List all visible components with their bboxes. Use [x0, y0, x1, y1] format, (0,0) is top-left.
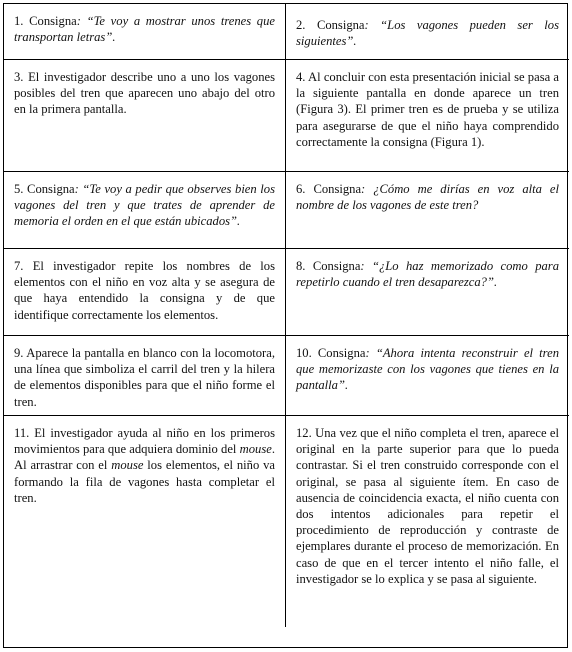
step-text: Una vez que el niño completa el tren, aparece el original en la parte superior para que lo pueda contrastar. Si el tren construido corresponde con el original, se pasa al siguiente ítem. En caso de ausencia de coincidencia exacta, el niño cuenta con dos intentos adicionales para repetir el procedimiento de reproducción y contraste de ejemplares durante el proceso de memorización. En caso de que en el tercer intento el niño falle, el investigador se lo explica y se pasa al siguiente. — [296, 426, 559, 586]
table-cell-2 — [286, 4, 569, 60]
consigna-label: Consigna — [27, 182, 75, 196]
consigna-quote: : “Te voy a mostrar unos trenes que transportan letras”. — [14, 14, 275, 45]
table-cell-4 — [286, 60, 569, 172]
step-text-italic-a: mouse — [239, 442, 272, 457]
step-number: 7. — [14, 259, 24, 273]
table-cell-9 — [4, 336, 286, 416]
table-cell-1 — [4, 4, 286, 60]
procedure-table — [3, 3, 568, 648]
step-text: Al concluir con esta presentación inicial se pasa a la siguiente pantalla en donde aparece un tren (Figura 3). El primer tren es de prueba y se utiliza para asegurarse de que el niño haya comprendido correctamente la consigna (Figura 1). — [296, 70, 559, 149]
step-text: El investigador describe uno a uno los vagones posibles del tren que aparecen uno abajo del otro en la primera pantalla. — [14, 70, 275, 117]
consigna-quote: : “Te voy a pedir que observes bien los vagones del tren y que trates de aprender de memoria el orden en el que están ubicados”. — [14, 182, 275, 229]
step-text-c: los elementos, el niño va formando la fila de vagones hasta completar el tren. — [14, 458, 275, 505]
step-text-b: . Al arrastrar con el — [14, 442, 275, 473]
consigna-label: Consigna — [312, 259, 361, 273]
consigna-label: Consigna — [313, 182, 362, 196]
table-cell-7 — [4, 249, 286, 336]
table-cell-6 — [286, 172, 569, 249]
table-cell-11 — [4, 416, 286, 627]
step-text: El investigador repite los nombres de los elementos con el niño en voz alta y se asegura de que haya entendido la consigna y de que identifique correctamente los elementos. — [14, 259, 275, 322]
consigna-label: Consigna — [317, 346, 366, 360]
step-number: 9. — [14, 346, 24, 360]
step-number: 4. — [296, 70, 306, 84]
step-text: Aparece la pantalla en blanco con la locomotora, una línea que simboliza el carril del tren y la hilera de elementos disponibles para que el niño forme el tren. — [14, 346, 275, 409]
consigna-quote: : “Ahora intenta reconstruir el tren que memorizaste con los vagones que tienes en la pantalla”. — [296, 346, 559, 393]
step-number: 6. — [296, 182, 306, 196]
step-number: 1. — [14, 14, 24, 28]
step-number: 12. — [296, 426, 312, 440]
step-number: 10. — [296, 346, 312, 360]
step-text-italic-b: mouse — [111, 458, 144, 473]
table-cell-3 — [4, 60, 286, 172]
step-text-a: El investigador ayuda al niño en los primeros movimientos para que adquiera dominio del — [14, 426, 275, 457]
consigna-label: Consigna — [29, 14, 77, 28]
consigna-label: Consigna — [316, 18, 365, 32]
consigna-quote: : “Los vagones pueden ser los siguientes”. — [296, 18, 559, 49]
step-number: 5. — [14, 182, 24, 196]
table-cell-10 — [286, 336, 569, 416]
step-number: 11. — [14, 426, 30, 440]
table-cell-12 — [286, 416, 569, 627]
consigna-quote: : “¿Lo haz memorizado como para repetirlo cuando el tren desaparezca?”. — [296, 259, 559, 290]
step-number: 2. — [296, 18, 306, 32]
table-cell-8 — [286, 249, 569, 336]
table-cell-5 — [4, 172, 286, 249]
consigna-quote: : ¿Cómo me dirías en voz alta el nombre de los vagones de este tren? — [296, 182, 559, 213]
step-number: 8. — [296, 259, 306, 273]
step-number: 3. — [14, 70, 24, 84]
